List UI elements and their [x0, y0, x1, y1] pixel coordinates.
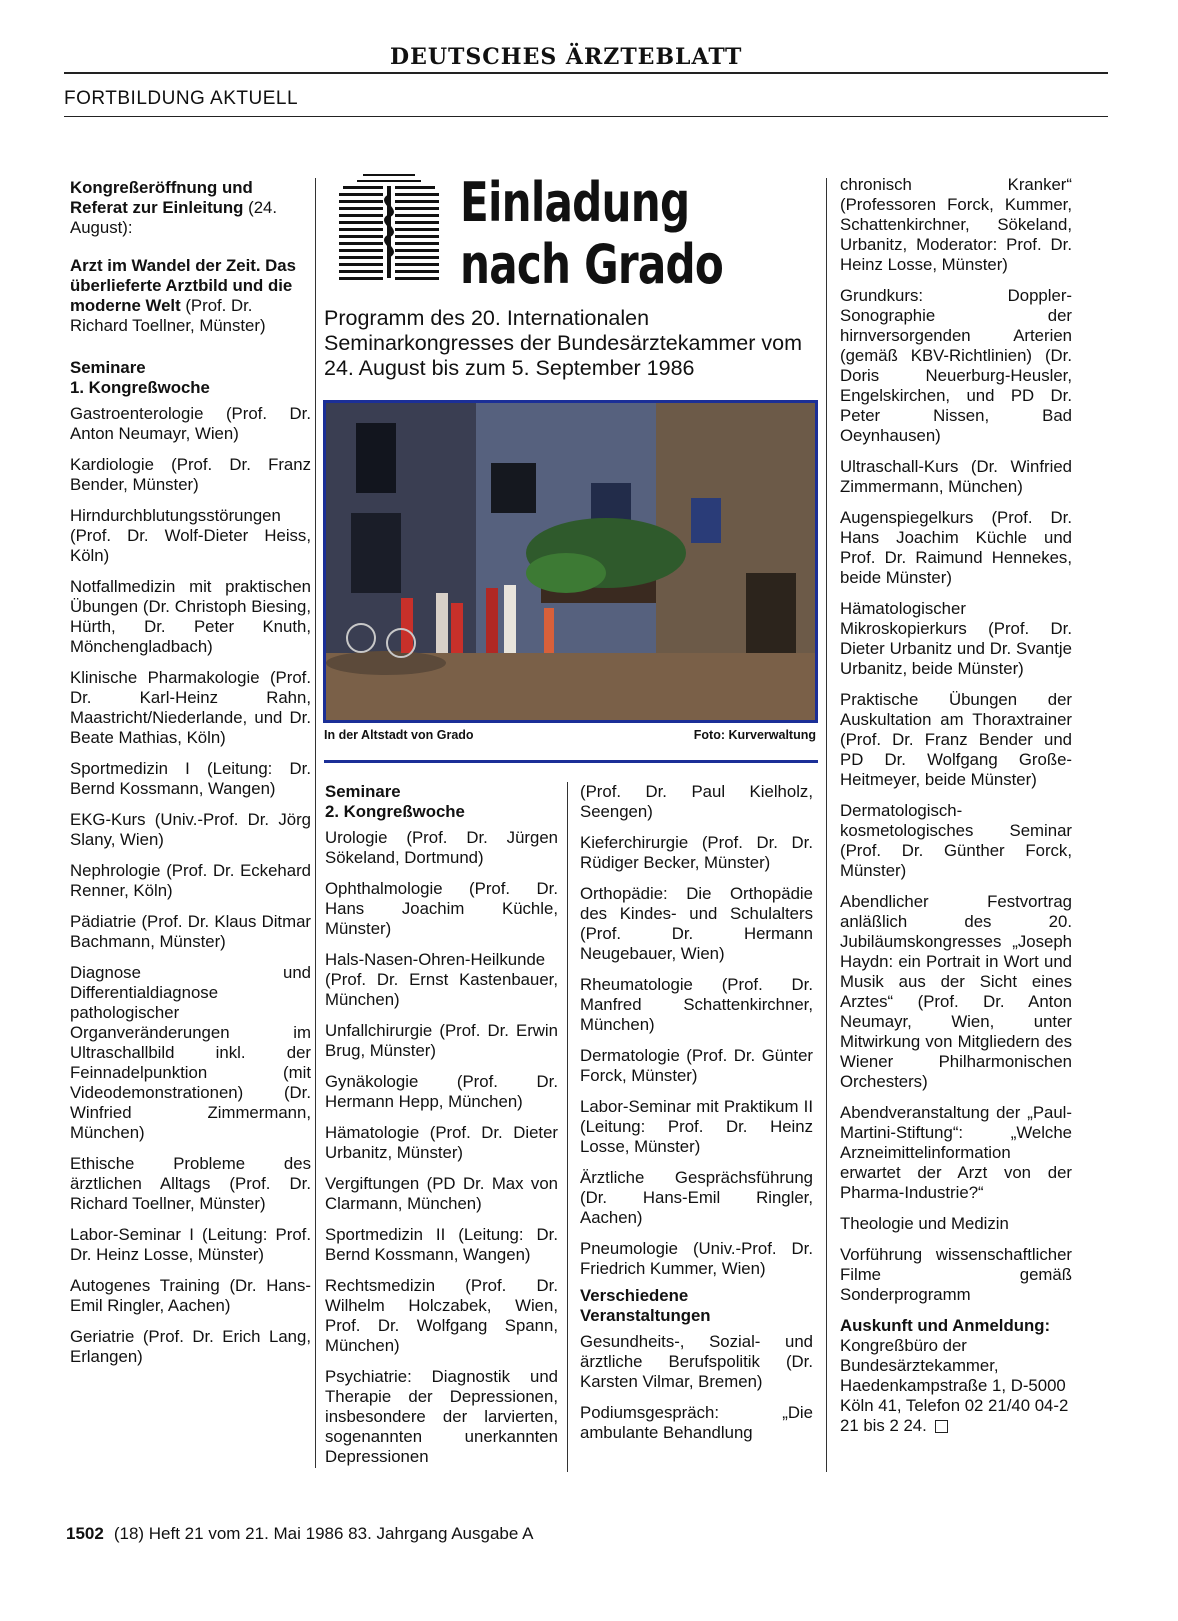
seminar-item: Pädiatrie (Prof. Dr. Klaus Ditmar Bachmann, Münster) — [70, 912, 311, 951]
seminar-item: EKG-Kurs (Univ.-Prof. Dr. Jörg Slany, Wien) — [70, 810, 311, 849]
masthead-rule — [64, 72, 1108, 74]
seminar-item: Orthopädie: Die Orthopädie des Kindes- und Schulalters (Prof. Dr. Hermann Neugebauer, Wien) — [580, 884, 813, 963]
seminar-item: Unfallchirurgie (Prof. Dr. Erwin Brug, Münster) — [325, 1021, 558, 1060]
article-subtitle: Programm des 20. Internationalen Seminarkongresses der Bundesärztekammer vom 24. August bis zum 5. September 1986 — [324, 306, 802, 380]
column-2 — [325, 782, 558, 1478]
event-item: chronisch Kranker“ (Professoren Forck, Kummer, Schattenkirchner, Sökeland, Urbanitz, Moderator: Prof. Dr. Heinz Losse, Münster) — [840, 175, 1072, 274]
article-title — [460, 172, 723, 296]
events-heading-line-1: Verschiedene — [580, 1286, 689, 1305]
seminar-item: Rheumatologie (Prof. Dr. Manfred Schattenkirchner, München) — [580, 975, 813, 1034]
contact-heading: Auskunft und Anmeldung: — [840, 1316, 1051, 1335]
seminar-list-week-1 — [70, 404, 311, 1367]
event-item: Praktische Übungen der Auskultation am Thoraxtrainer (Prof. Dr. Franz Bender und PD Dr. Wolfgang Große-Heitmeyer, beide Münster) — [840, 690, 1072, 789]
seminar-item: Labor-Seminar mit Praktikum II (Leitung: Prof. Dr. Heinz Losse, Münster) — [580, 1097, 813, 1156]
event-item: Dermatologisch-kosmetologisches Seminar (Prof. Dr. Günther Forck, Münster) — [840, 801, 1072, 880]
event-item: Theologie und Medizin — [840, 1214, 1009, 1233]
event-item: Hämatologischer Mikroskopierkurs (Prof. Dr. Dieter Urbanitz und Dr. Svantje Urbanitz, beide Münster) — [840, 599, 1072, 678]
event-item: Grundkurs: Doppler-Sonographie der hirnversorgenden Arterien (gemäß KBV-Richtlinien) (Dr. Doris Neuerburg-Heusler, Engelskirchen, und PD Dr. Peter Nissen, Bad Oeynhausen) — [840, 286, 1072, 445]
event-item: Vorführung wissenschaftlicher Filme gemäß Sonderprogramm — [840, 1245, 1072, 1304]
seminar-item: Labor-Seminar I (Leitung: Prof. Dr. Heinz Losse, Münster) — [70, 1225, 311, 1264]
photo-caption-text: In der Altstadt von Grado — [324, 728, 474, 742]
contact-paragraph — [840, 1316, 1072, 1436]
seminar-item: Pneumologie (Univ.-Prof. Dr. Friedrich Kummer, Wien) — [580, 1239, 813, 1278]
seminar-item: Hämatologie (Prof. Dr. Dieter Urbanitz, Münster) — [325, 1123, 558, 1162]
seminar-item: Notfallmedizin mit praktischen Übungen (Dr. Christoph Biesing, Hürth, Dr. Peter Knuth, Mönchengladbach) — [70, 577, 311, 656]
events-heading — [580, 1286, 813, 1326]
bundesaerztekammer-logo — [333, 172, 445, 284]
events-list — [580, 1332, 813, 1443]
events-heading-line-2: Veranstaltungen — [580, 1306, 711, 1325]
event-item: Podiumsgespräch: „Die ambulante Behandlung — [580, 1403, 813, 1442]
seminar-week-2-heading-line-2: 2. Kongreßwoche — [325, 802, 465, 821]
end-of-article-mark — [935, 1420, 948, 1433]
seminar-item: Kardiologie (Prof. Dr. Franz Bender, Münster) — [70, 455, 311, 494]
title-line-2: nach Grado — [460, 233, 724, 296]
opening-date: (24. August): — [70, 198, 278, 237]
lecture-speaker: (Prof. Dr. Richard Toellner, Münster) — [70, 296, 266, 335]
seminar-item: Dermatologie (Prof. Dr. Günter Forck, Münster) — [580, 1046, 813, 1085]
seminar-week-2-heading — [325, 782, 558, 822]
seminar-item: Psychiatrie: Diagnostik und Therapie der Depressionen, insbesondere der larvierten, sogenannten unerkannten Depressionen — [325, 1367, 558, 1466]
seminar-item: Kieferchirurgie (Prof. Dr. Dr. Rüdiger Becker, Münster) — [580, 833, 813, 872]
seminar-item: Hirndurchblutungsstörungen (Prof. Dr. Wolf-Dieter Heiss, Köln) — [70, 506, 311, 565]
seminar-item: Gynäkologie (Prof. Dr. Hermann Hepp, München) — [325, 1072, 558, 1111]
seminar-item: Sportmedizin II (Leitung: Dr. Bernd Kossmann, Wangen) — [325, 1225, 558, 1264]
column-1 — [70, 178, 311, 1378]
blue-divider — [324, 760, 818, 763]
event-item: Augenspiegelkurs (Prof. Dr. Hans Joachim Küchle und Prof. Dr. Raimund Hennekes, beide Münster) — [840, 508, 1072, 587]
photo-credit: Foto: Kurverwaltung — [693, 728, 816, 742]
column-divider — [567, 782, 568, 1472]
column-divider — [315, 178, 316, 1468]
seminar-item: Autogenes Training (Dr. Hans-Emil Ringler, Aachen) — [70, 1276, 311, 1315]
page-footer — [66, 1524, 533, 1544]
seminar-heading-line-1: Seminare — [70, 358, 146, 377]
contact-text: Kongreßbüro der Bundesärztekammer, Haedenkampstraße 1, D-5000 Köln 41, Telefon 02 21/40 04-2 21 bis 2 24. — [840, 1336, 1069, 1435]
seminar-list-week-2-continued — [580, 782, 813, 1279]
seminar-heading — [70, 358, 311, 398]
seminar-item: Gastroenterologie (Prof. Dr. Anton Neumayr, Wien) — [70, 404, 311, 443]
lecture-title: Arzt im Wandel der Zeit. Das überlieferte Arztbild und die moderne Welt — [70, 256, 296, 315]
section-label: FORTBILDUNG AKTUELL — [64, 88, 299, 109]
opening-paragraph — [70, 178, 311, 238]
seminar-item: Ethische Probleme des ärztlichen Alltags (Prof. Dr. Richard Toellner, Münster) — [70, 1154, 311, 1213]
column-4 — [840, 175, 1072, 1447]
opening-heading: Kongreßeröffnung und Referat zur Einleitung — [70, 178, 253, 217]
seminar-item: Klinische Pharmakologie (Prof. Dr. Karl-Heinz Rahn, Maastricht/Niederlande, und Dr. Beate Mathias, Köln) — [70, 668, 311, 747]
events-list-continued — [840, 175, 1072, 1305]
event-item: Abendlicher Festvortrag anläßlich des 20. Jubiläumskongresses „Joseph Haydn: ein Portrait in Wort und Musik aus der Sicht eines Arztes“ (Prof. Dr. Anton Neumayr, Wien, unter Mitwirkung von Mitgliedern des Wiener Philharmonischen Orchesters) — [840, 892, 1072, 1091]
seminar-item: Ophthalmologie (Prof. Dr. Hans Joachim Küchle, Münster) — [325, 879, 558, 938]
column-3 — [580, 782, 813, 1454]
seminar-item: Rechtsmedizin (Prof. Dr. Wilhelm Holczabek, Wien, Prof. Dr. Wolfgang Spann, München) — [325, 1276, 558, 1355]
issue-info: (18) Heft 21 vom 21. Mai 1986 83. Jahrgang Ausgabe A — [113, 1524, 534, 1543]
seminar-heading-line-2: 1. Kongreßwoche — [70, 378, 210, 397]
page-number: 1502 — [66, 1524, 104, 1543]
column-divider — [826, 178, 827, 1472]
seminar-item: Diagnose und Differentialdiagnose pathologischer Organveränderungen im Ultraschallbild inkl. der Feinnadelpunktion (mit Videodemonstrationen) (Dr. Winfried Zimmermann, München) — [70, 963, 311, 1142]
event-item: Ultraschall-Kurs (Dr. Winfried Zimmermann, München) — [840, 457, 1072, 496]
photo-caption — [324, 728, 816, 742]
seminar-item: Geriatrie (Prof. Dr. Erich Lang, Erlangen) — [70, 1327, 311, 1366]
seminar-item: Nephrologie (Prof. Dr. Eckehard Renner, Köln) — [70, 861, 311, 900]
event-item: Gesundheits-, Sozial- und ärztliche Berufspolitik (Dr. Karsten Vilmar, Bremen) — [580, 1332, 813, 1391]
grado-old-town-photo — [323, 400, 818, 723]
seminar-item: (Prof. Dr. Paul Kielholz, Seengen) — [580, 782, 813, 821]
seminar-item: Vergiftungen (PD Dr. Max von Clarmann, München) — [325, 1174, 558, 1213]
seminar-list-week-2 — [325, 828, 558, 1467]
seminar-item: Ärztliche Gesprächsführung (Dr. Hans-Emil Ringler, Aachen) — [580, 1168, 813, 1227]
journal-masthead: DEUTSCHES ÄRZTEBLATT — [390, 44, 743, 70]
seminar-week-2-heading-line-1: Seminare — [325, 782, 401, 801]
seminar-item: Hals-Nasen-Ohren-Heilkunde (Prof. Dr. Ernst Kastenbauer, München) — [325, 950, 558, 1009]
title-line-1: Einladung — [460, 171, 690, 234]
event-item: Abendveranstaltung der „Paul-Martini-Stiftung“: „Welche Arzneimittelinformation erwartet der Arzt von der Pharma-Industrie?“ — [840, 1103, 1072, 1202]
seminar-item: Urologie (Prof. Dr. Jürgen Sökeland, Dortmund) — [325, 828, 558, 867]
lecture-paragraph — [70, 256, 311, 336]
seminar-item: Sportmedizin I (Leitung: Dr. Bernd Kossmann, Wangen) — [70, 759, 311, 798]
section-rule — [64, 116, 1108, 117]
